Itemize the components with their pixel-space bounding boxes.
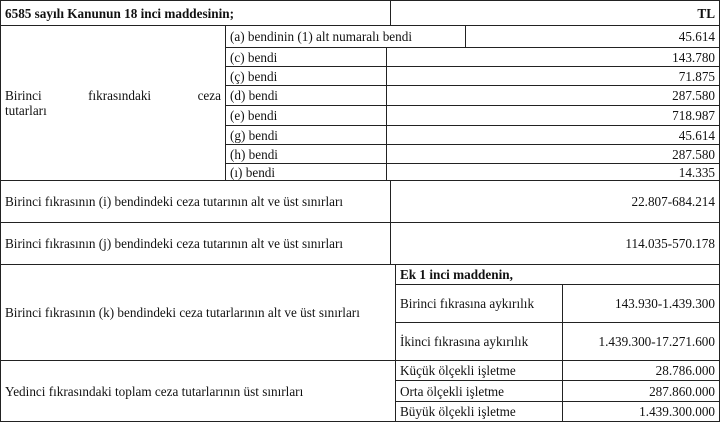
header-currency: TL: [390, 0, 720, 26]
k-item-label-text: İkinci fıkrasına aykırılık: [400, 334, 529, 349]
item-amount: 71.875: [386, 66, 720, 86]
item-amount: 718.987: [386, 105, 720, 126]
item-label: (e) bendi: [225, 105, 387, 126]
k-section-label-text: Birinci fıkrasının (k) bendindeki ceza tutarlarının alt ve üst sınırları: [5, 305, 360, 320]
item-label: (ı) bendi: [225, 163, 387, 181]
k-item-label: [395, 322, 563, 361]
first-paragraph-label-line1: Birinci fıkrasındaki ceza: [5, 88, 221, 103]
range-j-label-text: Birinci fıkrasının (j) bendindeki ceza tutarının alt ve üst sınırları: [5, 236, 344, 251]
item-label: (c) bendi: [225, 47, 387, 67]
first-paragraph-label-line2: tutarları: [5, 103, 47, 118]
k-item-label-text: Birinci fıkrasına aykırılık: [400, 296, 535, 311]
k-section-subheader: Ek 1 inci maddenin,: [395, 264, 720, 285]
seventh-paragraph-label: Yedinci fıkrasındaki toplam ceza tutarlarının üst sınırları: [0, 360, 396, 422]
range-i-label: [0, 180, 391, 223]
item-amount: 287.580: [386, 85, 720, 106]
item-label: (g) bendi: [225, 125, 387, 145]
item-amount: 45.614: [465, 25, 720, 48]
size-amount: 287.860.000: [562, 380, 720, 402]
item-amount: 45.614: [386, 125, 720, 145]
item-label: (a) bendinin (1) alt numaralı bendi: [225, 25, 466, 48]
range-i-label-text: Birinci fıkrasının (i) bendindeki ceza tutarının alt ve üst sınırları: [5, 194, 344, 209]
k-item-label: [395, 284, 563, 323]
range-j-amount: 114.035-570.178: [390, 222, 720, 265]
k-section-label: [0, 264, 396, 361]
k-item-amount: 143.930-1.439.300: [562, 284, 720, 323]
size-label: Orta ölçekli işletme: [395, 380, 563, 402]
range-j-label: [0, 222, 391, 265]
first-paragraph-label: [0, 25, 226, 181]
item-label: (ç) bendi: [225, 66, 387, 86]
item-amount: 287.580: [386, 144, 720, 164]
size-amount: 1.439.300.000: [562, 401, 720, 422]
size-label: Küçük ölçekli işletme: [395, 360, 563, 381]
k-item-amount: 1.439.300-17.271.600: [562, 322, 720, 361]
range-i-amount: 22.807-684.214: [390, 180, 720, 223]
item-label: (d) bendi: [225, 85, 387, 106]
size-amount: 28.786.000: [562, 360, 720, 381]
item-amount: 143.780: [386, 47, 720, 67]
header-title: 6585 sayılı Kanunun 18 inci maddesinin;: [0, 0, 391, 26]
size-label: Büyük ölçekli işletme: [395, 401, 563, 422]
item-label: (h) bendi: [225, 144, 387, 164]
item-amount: 14.335: [386, 163, 720, 181]
